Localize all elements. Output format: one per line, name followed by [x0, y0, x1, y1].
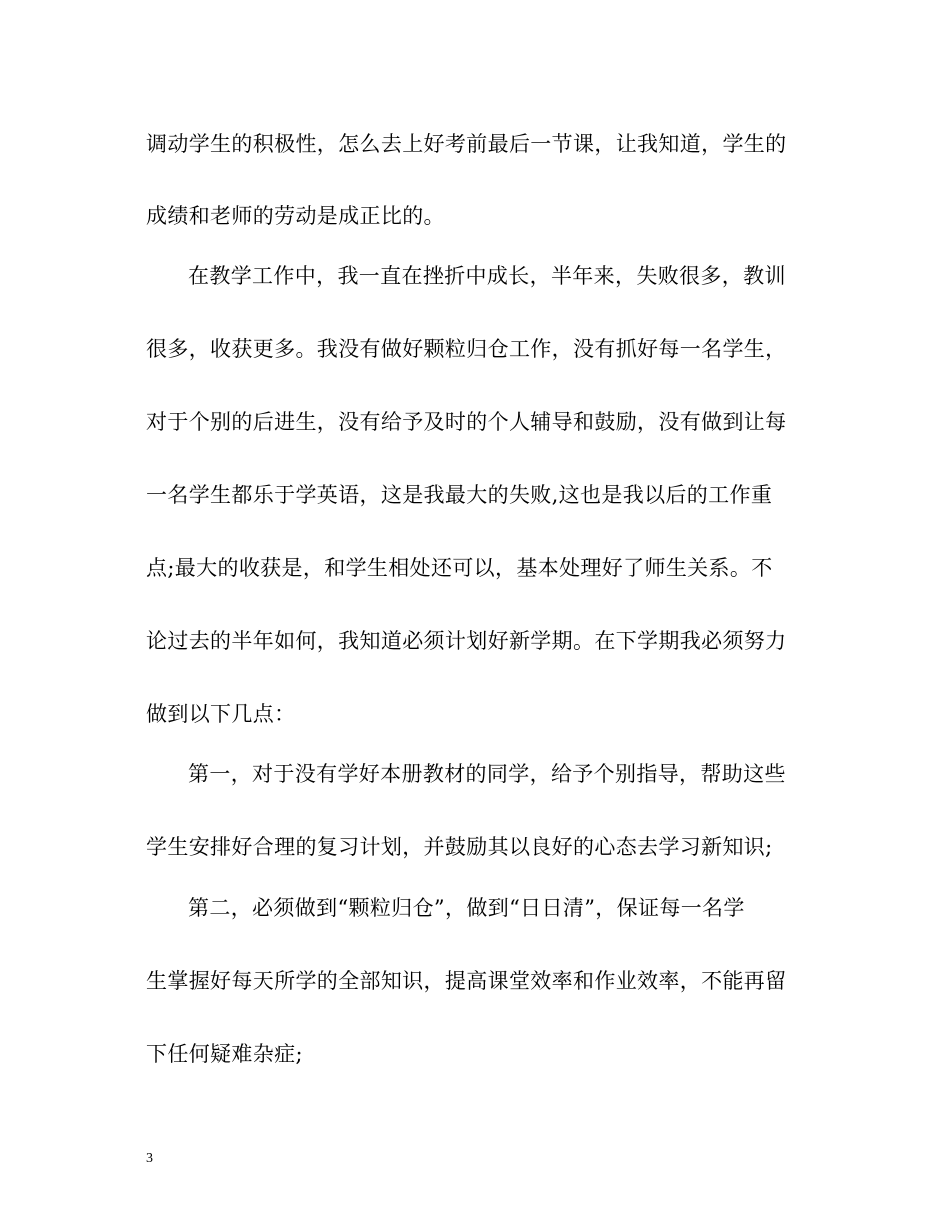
text-line: 做到以下几点： — [146, 702, 296, 726]
text-line: 学生安排好合理的复习计划，并鼓励其以良好的心态去学习新知识; — [146, 835, 773, 859]
text-line: 下任何疑难杂症; — [146, 1042, 303, 1066]
paragraph-start-line: 第一，对于没有学好本册教材的同学，给予个别指导，帮助这些 — [188, 762, 786, 786]
text-line: 成绩和老师的劳动是成正比的。 — [146, 204, 445, 228]
text-line: 生掌握好每天所学的全部知识，提高课堂效率和作业效率，不能再留 — [146, 969, 787, 993]
text-line: 一名学生都乐于学英语，这是我最大的失败,这也是我以后的工作重 — [146, 483, 773, 507]
paragraph-start-line: 第二，必须做到“颗粒归仓”，做到“日日清”，保证每一名学 — [188, 896, 745, 920]
text-line: 很多，收获更多。我没有做好颗粒归仓工作，没有抓好每一名学生， — [146, 337, 787, 361]
text-line: 点;最大的收获是，和学生相处还可以，基本处理好了师生关系。不 — [146, 556, 773, 580]
text-line: 论过去的半年如何，我知道必须计划好新学期。在下学期我必须努力 — [146, 629, 787, 653]
text-line: 对于个别的后进生，没有给予及时的个人辅导和鼓励，没有做到让每 — [146, 410, 787, 434]
page-number: 3 — [146, 1151, 153, 1166]
text-line: 调动学生的积极性，怎么去上好考前最后一节课，让我知道，学生的 — [146, 132, 787, 156]
paragraph-start-line: 在教学工作中，我一直在挫折中成长，半年来，失败很多，教训 — [188, 264, 786, 288]
